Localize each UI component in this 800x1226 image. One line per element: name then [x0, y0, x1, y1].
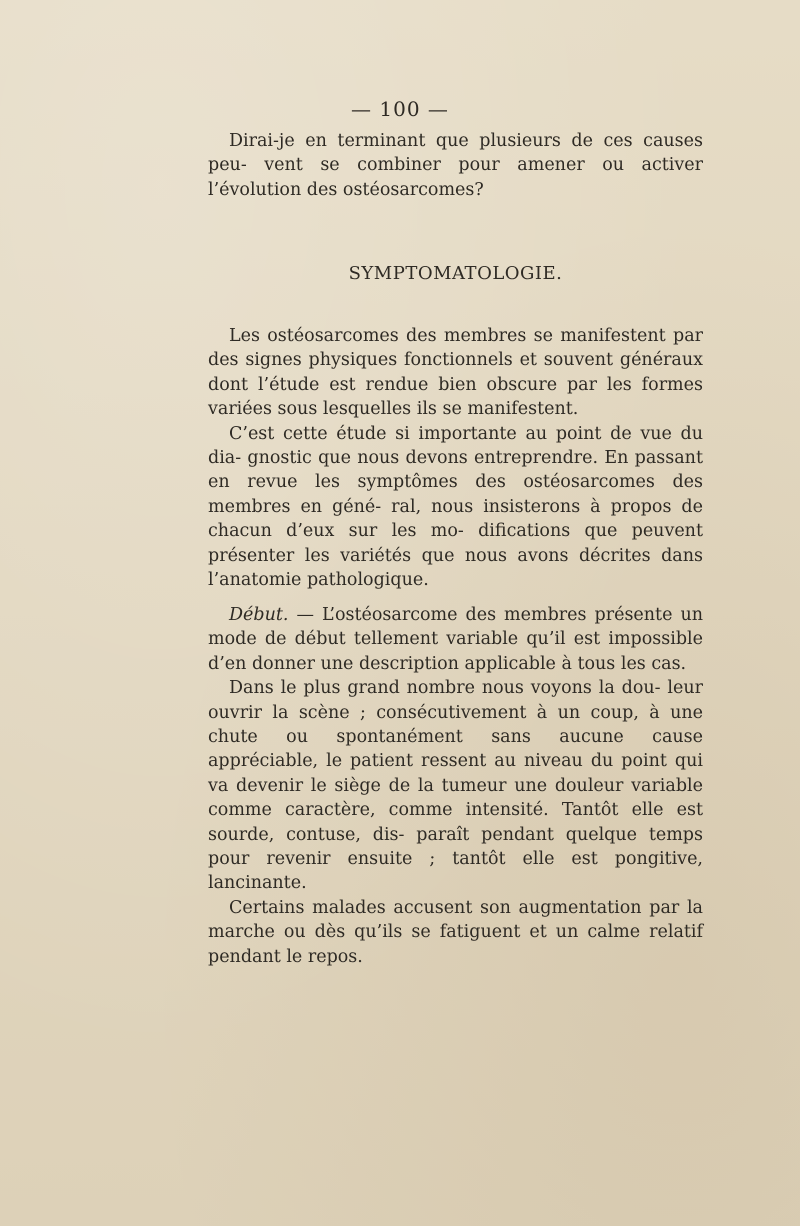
debut-text: — L’ostéosarcome des membres présente un mode de début tellement variable qu’il est impossible d’en donner une description applicable à tous les cas. [208, 605, 703, 674]
debut-paragraph: Dans le plus grand nombre nous voyons la dou- leur ouvrir la scène ; consécutivement à un coup, à une chute ou spontanément sans aucune cause appréciable, le patient ressent au niveau du point qui va devenir le siège de la tumeur une douleur variable comme caractère, comme intensité. Tantôt elle est sourde, contuse, dis- paraît pendant quelque temps pour revenir ensuite ; tantôt elle est pongitive, lancinante. [208, 678, 703, 894]
page-number: — 100 — [351, 97, 449, 121]
symptom-block [208, 324, 703, 592]
intro-paragraph: Dirai-je en terminant que plusieurs de ces causes peu- vent se combiner pour amener ou activer l’évolution des ostéosarcomes? [208, 131, 703, 200]
symptom-paragraph: Les ostéosarcomes des membres se manifestent par des signes physiques fonctionnels et souvent généraux dont l’étude est rendue bien obscure par les formes variées sous lesquelles ils se manifestent. [208, 326, 703, 420]
intro-block [208, 129, 703, 202]
debut-paragraph: Certains malades accusent son augmentation par la marche ou dès qu’ils se fatiguent et un calme relatif pendant le repos. [208, 897, 703, 967]
debut-label: Début. [229, 605, 289, 625]
symptom-paragraph: C’est cette étude si importante au point de vue du dia- gnostic que nous devons entreprendre. En passant en revue les symptômes des ostéosarcomes des membres en géné- ral, nous insisterons à propos de chacun d’eux sur les mo- difications que peuvent présenter les variétés que nous avons décrites dans l’anatomie pathologique. [208, 423, 703, 591]
debut-paragraph-first [208, 603, 703, 676]
section-heading: SYMPTOMATOLOGIE. [348, 263, 563, 284]
debut-block [208, 603, 703, 969]
